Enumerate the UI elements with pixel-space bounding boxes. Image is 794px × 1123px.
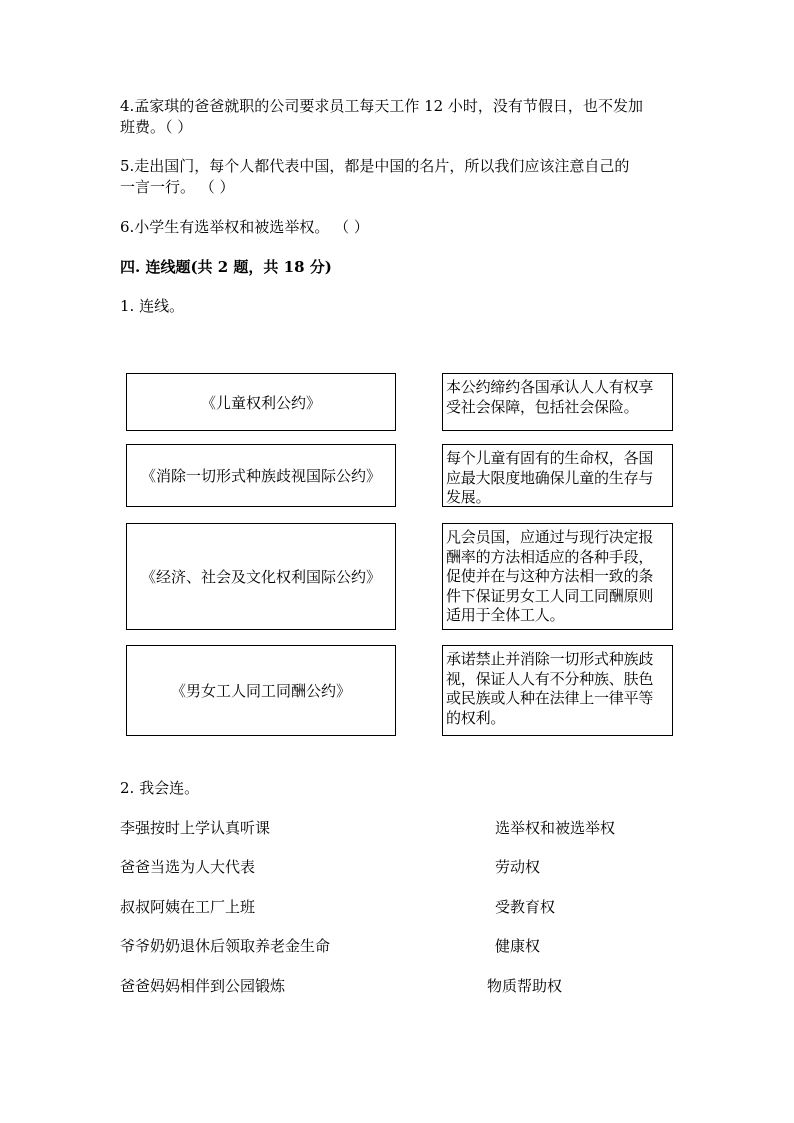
right-box-3-line: 凡会员国，应通过与现行决定报 — [446, 528, 654, 546]
pair-right-item[interactable]: 劳动权 — [495, 858, 541, 876]
pair-right-item[interactable]: 健康权 — [495, 937, 541, 955]
matching-question-2-label: 2. 我会连。 — [120, 779, 200, 797]
question-6: 6.小学生有选举权和被选举权。 （ ） — [120, 218, 369, 236]
right-box-3-line: 促使并在与这种方法相一致的条 — [446, 567, 654, 585]
right-box-1[interactable] — [442, 373, 673, 431]
right-box-2-line: 应最大限度地确保儿童的生存与 — [446, 468, 654, 487]
right-box-3-line: 酬率的方法相适应的各种手段， — [446, 547, 654, 566]
left-box-2[interactable]: 《消除一切形式种族歧视国际公约》 — [126, 444, 396, 507]
section-4-heading: 四. 连线题(共 2 题，共 18 分) — [120, 258, 332, 276]
left-box-3[interactable]: 《经济、社会及文化权利国际公约》 — [126, 523, 396, 630]
right-box-4-line: 承诺禁止并消除一切形式种族歧 — [446, 650, 654, 668]
right-box-3-line: 件下保证男女工人同工同酬原则 — [446, 586, 654, 605]
right-box-3-line: 适用于全体工人。 — [446, 606, 565, 624]
right-box-3[interactable] — [442, 523, 673, 630]
question-5-line-2: 一言一行。 （ ） — [120, 178, 235, 196]
right-box-4-line: 或民族或人种在法律上一律平等 — [446, 689, 654, 707]
question-4-line-1: 4.孟家琪的爸爸就职的公司要求员工每天工作 12 小时，没有节假日，也不发加 — [120, 97, 643, 115]
left-box-4[interactable]: 《男女工人同工同酬公约》 — [126, 645, 396, 736]
pair-left-item[interactable]: 爷爷奶奶退休后领取养老金生命 — [120, 937, 331, 955]
right-box-1-line: 受社会保障，包括社会保险。 — [446, 397, 639, 416]
right-box-2-line: 发展。 — [446, 488, 491, 506]
pair-right-item[interactable]: 受教育权 — [495, 898, 556, 916]
right-box-4-line: 视，保证人人有不分种族、肤色 — [446, 669, 654, 688]
question-4-line-2: 班费。（ ） — [120, 118, 193, 136]
right-box-4-line: 的权利。 — [446, 708, 506, 727]
pair-left-item[interactable]: 爸爸妈妈相伴到公园锻炼 — [120, 977, 286, 995]
pair-left-item[interactable]: 李强按时上学认真听课 — [120, 819, 271, 837]
right-box-1-line: 本公约缔约各国承认人人有权享 — [446, 378, 654, 396]
left-box-1[interactable]: 《儿童权利公约》 — [126, 373, 396, 431]
pair-left-item[interactable]: 叔叔阿姨在工厂上班 — [120, 898, 256, 916]
pair-right-item[interactable]: 物质帮助权 — [487, 977, 563, 995]
pair-right-item[interactable]: 选举权和被选举权 — [495, 819, 616, 837]
matching-question-1-label: 1. 连线。 — [120, 297, 185, 315]
right-box-2-line: 每个儿童有固有的生命权，各国 — [446, 449, 654, 467]
right-box-2[interactable] — [442, 444, 673, 507]
right-box-4[interactable] — [442, 645, 673, 736]
question-5-line-1: 5.走出国门，每个人都代表中国，都是中国的名片，所以我们应该注意自己的 — [120, 157, 630, 175]
pair-left-item[interactable]: 爸爸当选为人大代表 — [120, 858, 256, 876]
